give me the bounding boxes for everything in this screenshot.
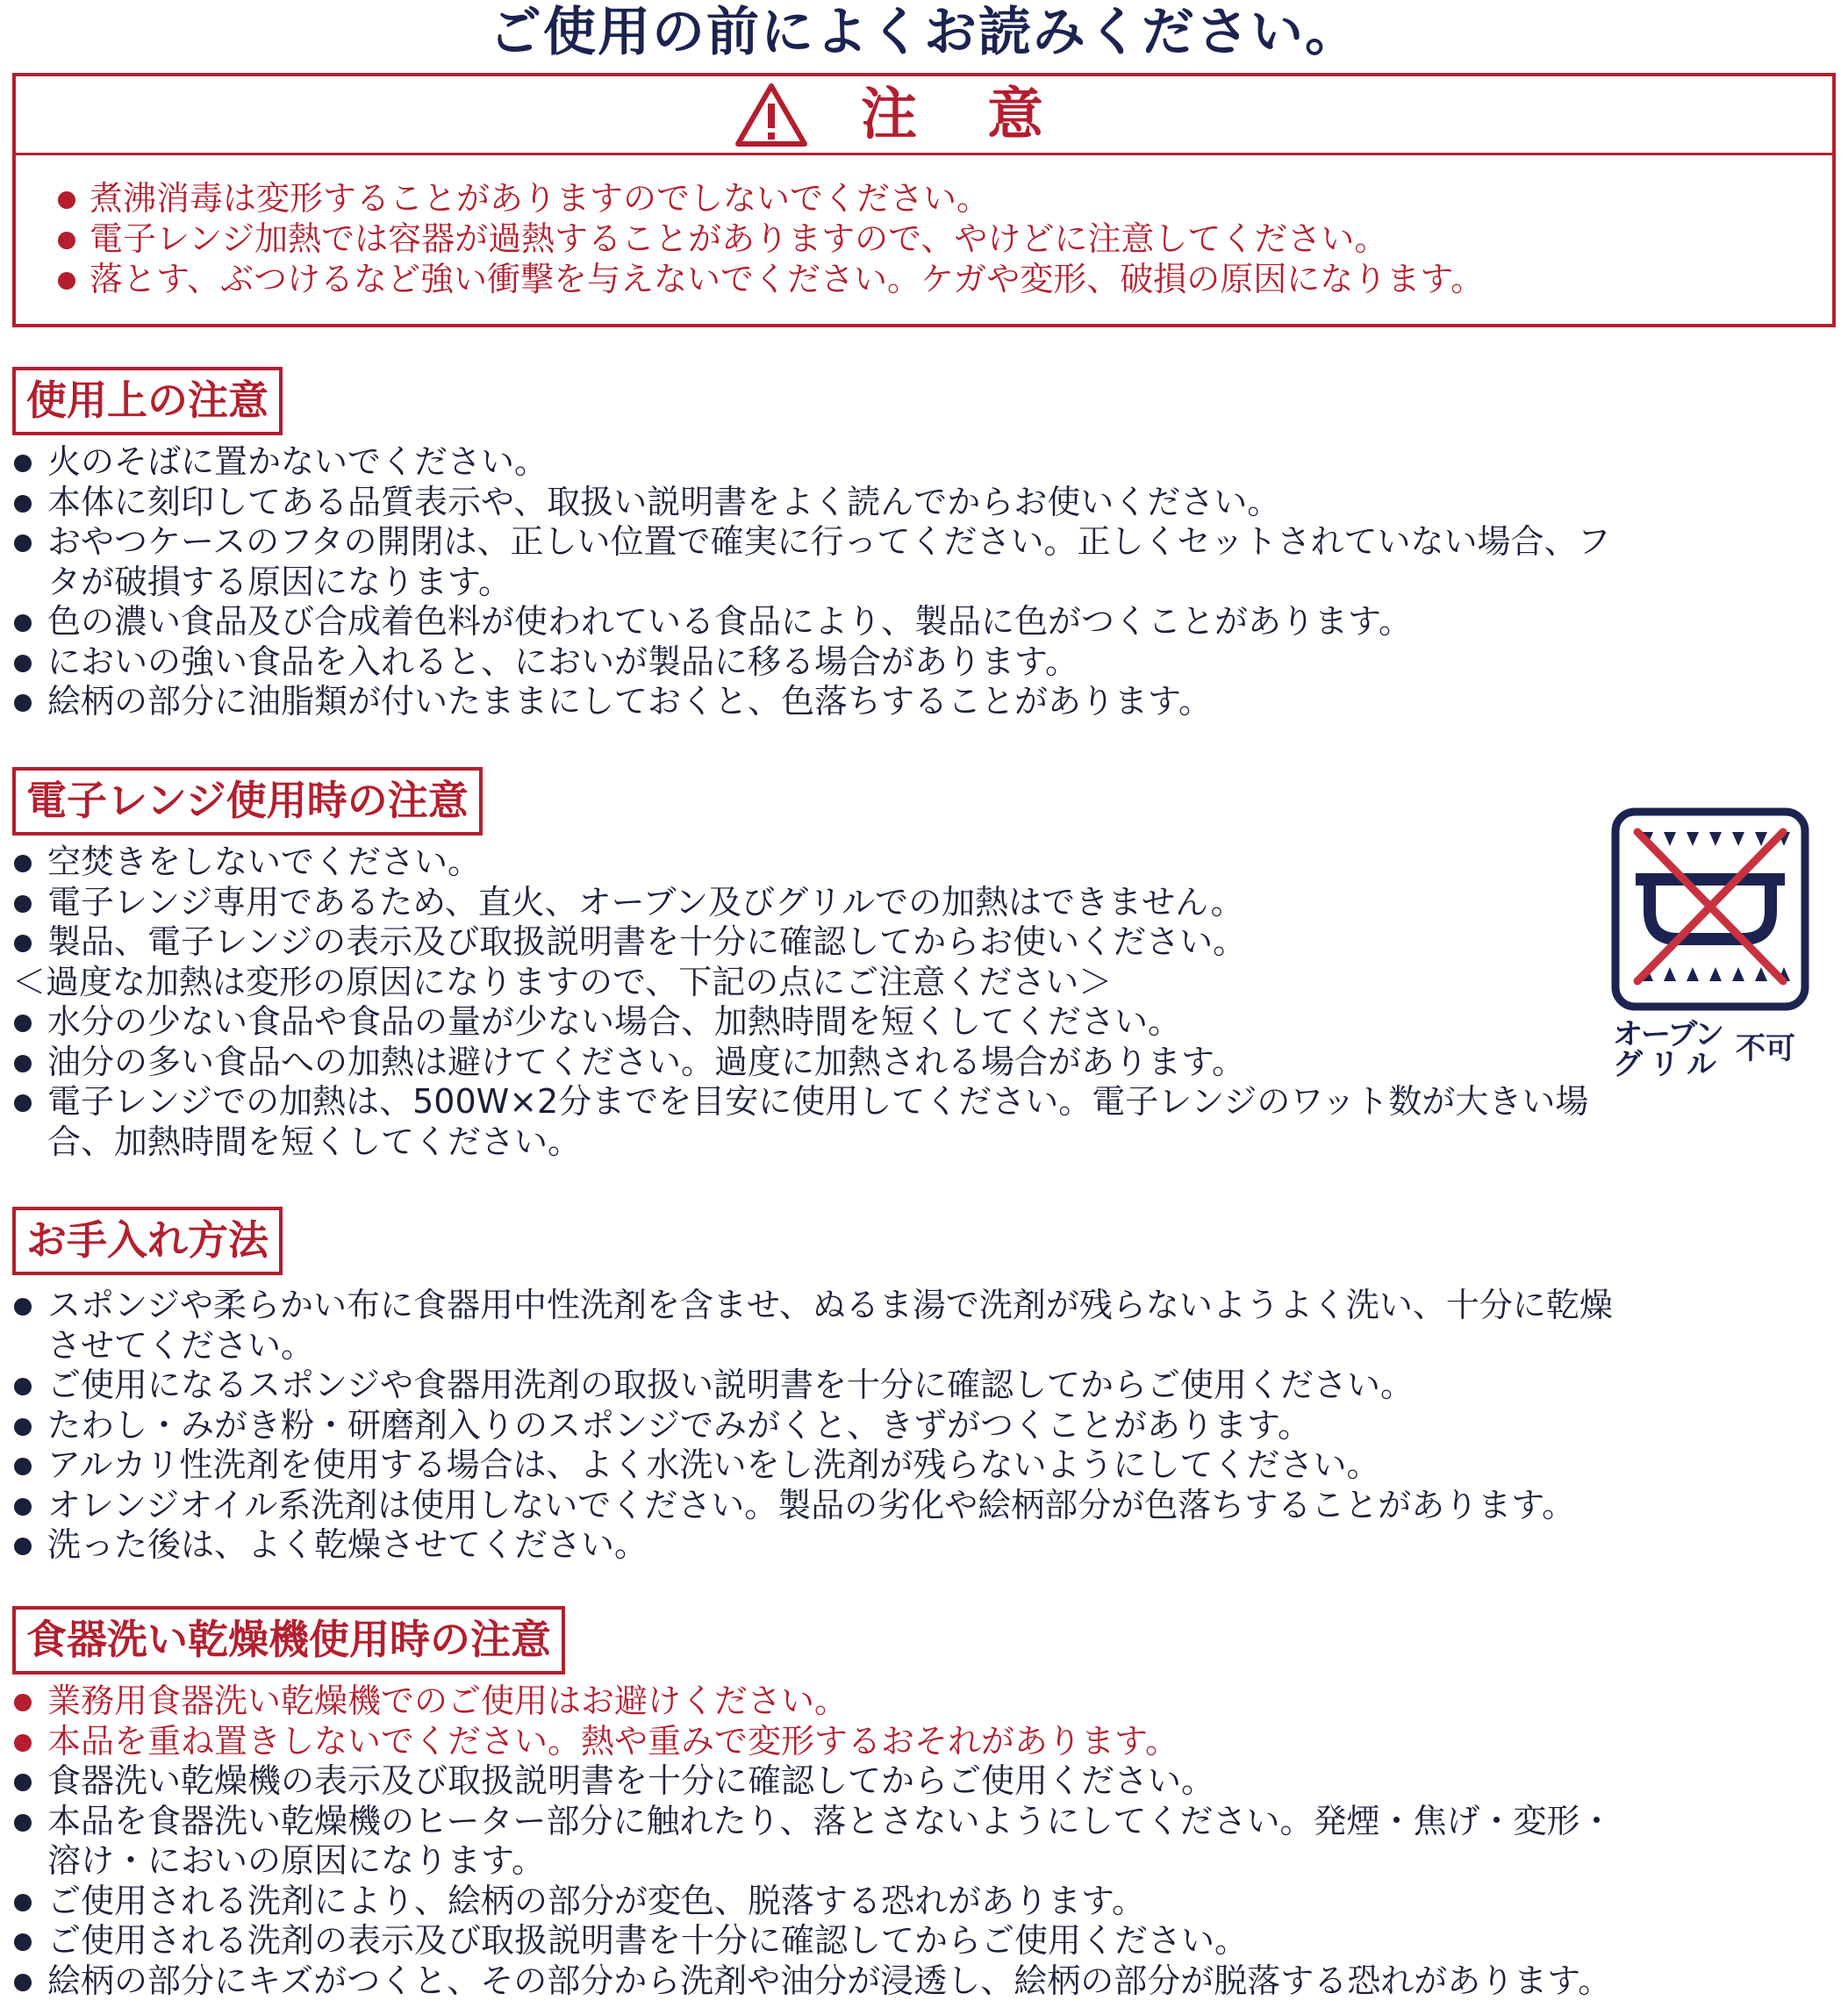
list-item: ご使用される洗剤により、絵柄の部分が変色、脱落する恐れがあります。: [12, 1882, 1836, 1922]
caution-title: 注意: [861, 82, 1114, 147]
list-item: 水分の少ない食品や食品の量が少ない場合、加熱時間を短くしてください。: [12, 1002, 1836, 1043]
list-item-line: タが破損する原因になります。: [47, 562, 512, 601]
caution-item: 煮沸消毒は変形することがありますのでしないでください。: [54, 178, 1815, 219]
list-item: 色の濃い食品及び合成着色料が使われている食品により、製品に色がつくことがあります。: [12, 602, 1836, 642]
oven-label-line2: グリル: [1613, 1047, 1723, 1082]
list-item: [12, 1802, 1836, 1882]
no-oven-grill-icon: [1611, 807, 1809, 1011]
list-item: 絵柄の部分にキズがつくと、その部分から洗剤や油分が浸透し、絵柄の部分が脱落する恐れがあります。: [12, 1961, 1836, 2002]
oven-label-line3: 不可: [1736, 1031, 1795, 1066]
list-item: においの強い食品を入れると、においが製品に移る場合があります。: [12, 642, 1836, 683]
oven-label-line1: オーブン: [1613, 1017, 1723, 1052]
section-title-usage: 使用上の注意: [12, 367, 283, 435]
list-item: [12, 522, 1836, 602]
list-item: 火のそばに置かないでください。: [12, 442, 1836, 483]
page-title: ご使用の前によくお読みください。: [489, 2, 1359, 63]
list-item-warning: 業務用食器洗い乾燥機でのご使用はお避けください。: [12, 1682, 1836, 1722]
list-item-line: 本品を食器洗い乾燥機のヒーター部分に触れたり、落とさないようにしてください。発煙・焦げ・変形・: [47, 1801, 1614, 1840]
list-item-line: スポンジや柔らかい布に食器用中性洗剤を含ませ、ぬるま湯で洗剤が残らないようよく洗い、十分に乾燥: [47, 1286, 1613, 1324]
caution-item: 落とす、ぶつけるなど強い衝撃を与えないでください。ケガや変形、破損の原因になります。: [54, 259, 1815, 299]
list-item: 油分の多い食品への加熱は避けてください。過度に加熱される場合があります。: [12, 1043, 1836, 1083]
list-item: ご使用される洗剤の表示及び取扱説明書を十分に確認してからご使用ください。: [12, 1921, 1836, 1961]
list-item-line: 電子レンジでの加熱は、500W×2分までを目安に使用してください。電子レンジのワット数が大きい場: [47, 1082, 1589, 1121]
list-item: オレンジオイル系洗剤は使用しないでください。製品の劣化や絵柄部分が色落ちすることがあります。: [12, 1486, 1836, 1526]
list-item-line: 溶け・においの原因になります。: [47, 1841, 545, 1880]
list-item: ご使用になるスポンジや食器用洗剤の取扱い説明書を十分に確認してからご使用ください。: [12, 1366, 1836, 1406]
section-title-dishwasher: 食器洗い乾燥機使用時の注意: [12, 1606, 565, 1675]
caution-box: [12, 73, 1836, 327]
section-title-care: お手入れ方法: [12, 1207, 283, 1275]
caution-list: [54, 178, 1815, 299]
section-care: [12, 1207, 1836, 1566]
list-note: ＜過度な加熱は変形の原因になりますので、下記の点にご注意ください＞: [12, 962, 1113, 1001]
section-title-microwave: 電子レンジ使用時の注意: [12, 767, 483, 835]
list-item-line: おやつケースのフタの開閉は、正しい位置で確実に行ってください。正しくセットされていない場合、フ: [47, 522, 1611, 561]
list-item: たわし・みがき粉・研磨剤入りのスポンジでみがくと、きずがつくことがあります。: [12, 1406, 1836, 1446]
warning-icon: [734, 82, 808, 147]
list-item: [12, 1082, 1836, 1162]
list-item-warning: 本品を重ね置きしないでください。熱や重みで変形するおそれがあります。: [12, 1722, 1836, 1762]
caution-item: 電子レンジ加熱では容器が過熱することがありますので、やけどに注意してください。: [54, 219, 1815, 259]
list-item: 空焚きをしないでください。: [12, 843, 1836, 883]
list-item-line: 合、加熱時間を短くしてください。: [47, 1122, 582, 1161]
no-oven-grill-label: [1613, 1017, 1815, 1082]
list-item: 電子レンジ専用であるため、直火、オーブン及びグリルでの加熱はできません。: [12, 883, 1836, 923]
section-usage: [12, 367, 1836, 722]
list-item-line: させてください。: [47, 1325, 315, 1365]
list-item: 製品、電子レンジの表示及び取扱説明書を十分に確認してからお使いください。: [12, 922, 1836, 963]
list-item: 洗った後は、よく乾燥させてください。: [12, 1525, 1836, 1566]
caution-header: [16, 76, 1832, 155]
section-dishwasher: [12, 1606, 1836, 2001]
list-item: [12, 1286, 1836, 1366]
list-item: 食器洗い乾燥機の表示及び取扱説明書を十分に確認してからご使用ください。: [12, 1761, 1836, 1802]
section-microwave: [12, 767, 1836, 1162]
list-item: アルカリ性洗剤を使用する場合は、よく水洗いをし洗剤が残らないようにしてください。: [12, 1445, 1836, 1486]
list-item: 絵柄の部分に油脂類が付いたままにしておくと、色落ちすることがあります。: [12, 682, 1836, 722]
list-item: 本体に刻印してある品質表示や、取扱い説明書をよく読んでからお使いください。: [12, 483, 1836, 523]
